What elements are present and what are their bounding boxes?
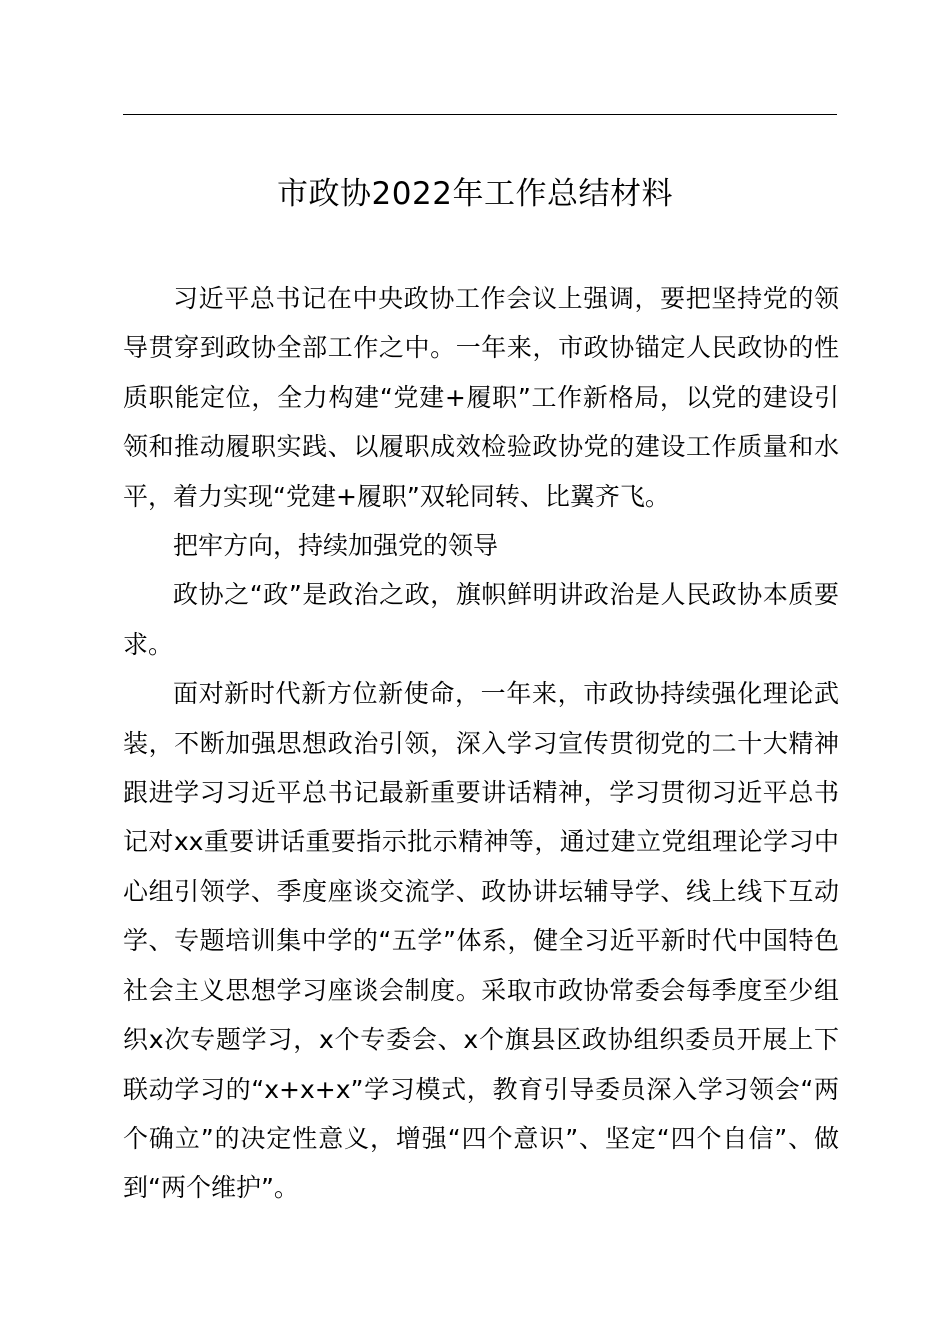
document-body (123, 274, 839, 1213)
paragraph-intro: 习近平总书记在中央政协工作会议上强调，要把坚持党的领导贯穿到政协全部工作之中。一年来，市政协锚定人民政协的性质职能定位，全力构建“党建+履职”工作新格局，以党的建设引领和推动履职实践、以履职成效检验政协党的建设工作质量和水平，着力实现“党建+履职”双轮同转、比翼齐飞。 (123, 284, 839, 511)
paragraph-politics: 政协之“政”是政治之政，旗帜鲜明讲政治是人民政协本质要求。 (123, 580, 839, 659)
document-title: 市政协2022年工作总结材料 (277, 176, 673, 212)
header-rule (123, 114, 837, 115)
section-heading: 把牢方向，持续加强党的领导 (173, 531, 499, 561)
paragraph-study: 面对新时代新方位新使命，一年来，市政协持续强化理论武装，不断加强思想政治引领，深入学习宣传贯彻党的二十大精神跟进学习习近平总书记最新重要讲话精神，学习贯彻习近平总书记对xx重要讲话重要指示批示精神等，通过建立党组理论学习中心组引领学、季度座谈交流学、政协讲坛辅导学、线上线下互动学、专题培训集中学的“五学”体系，健全习近平新时代中国特色社会主义思想学习座谈会制度。采取市政协常委会每季度至少组织x次专题学习，x个专委会、x个旗县区政协组织委员开展上下联动学习的“x+x+x”学习模式，教育引导委员深入学习领会“两个确立”的决定性意义，增强“四个意识”、坚定“四个自信”、做到“两个维护”。 (123, 679, 839, 1203)
